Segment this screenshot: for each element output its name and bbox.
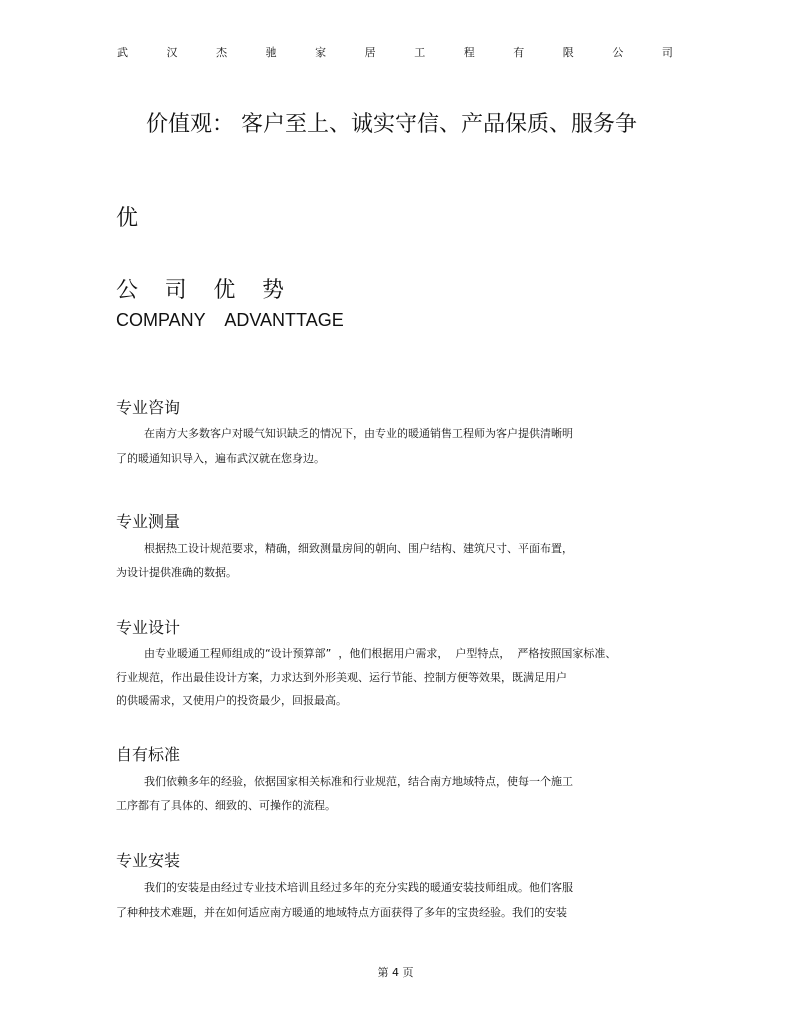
section-title-char: 司 [164, 278, 187, 303]
heading-measurement: 专业测量 [116, 512, 181, 531]
company-name-char: 杰 [216, 46, 228, 59]
company-name-char: 家 [315, 46, 327, 59]
section-title-char: 势 [261, 278, 284, 303]
company-name-char: 司 [661, 46, 673, 59]
paragraph-line: 工序都有了具体的、细致的、可操作的流程。 [116, 799, 336, 812]
paragraph-line: 在南方大多数客户对暖气知识缺乏的情况下，由专业的暖通销售工程师为客户提供清晰明 [116, 427, 573, 440]
section-title-char: 公 [116, 278, 139, 303]
heading-design: 专业设计 [116, 618, 181, 637]
paragraph-line: 了种种技术难题，并在如何适应南方暖通的地域特点方面获得了多年的宝贵经验。我们的安装 [116, 906, 567, 919]
company-name-char: 限 [562, 46, 574, 59]
heading-consulting: 专业咨询 [116, 398, 181, 417]
paragraph-line: 了的暖通知识导入，遍布武汉就在您身边。 [116, 452, 325, 465]
paragraph-line: 行业规范，作出最佳设计方案，力求达到外形美观、运行节能、控制方便等效果，既满足用户 [116, 671, 567, 684]
values-statement: 价值观： 客户至上、诚实守信、产品保质、服务争 [146, 112, 637, 137]
paragraph-line: 根据热工设计规范要求，精确，细致测量房间的朝向、围户结构、建筑尺寸、平面布置， [116, 542, 573, 555]
section-title-char: 优 [213, 278, 236, 303]
paragraph-line: 的供暖需求，又使用户的投资最少，回报最高。 [116, 694, 347, 707]
company-name-char: 武 [117, 46, 128, 59]
page-number: 第 4 页 [377, 966, 414, 979]
company-name-char: 有 [513, 46, 525, 59]
company-name-header [117, 46, 673, 60]
values-statement-continued: 优 [116, 206, 139, 231]
company-name-char: 工 [414, 46, 426, 59]
paragraph-line: 由专业暖通工程师组成的“设计预算部” ，他们根据用户需求， 户型特点， 严格按照国家标准、 [116, 647, 617, 660]
heading-installation: 专业安装 [116, 851, 181, 870]
section-title [116, 276, 284, 306]
paragraph-line: 我们的安装是由经过专业技术培训且经过多年的充分实践的暖通安装技师组成。他们客服 [116, 881, 573, 894]
paragraph-line: 我们依赖多年的经验，依据国家相关标准和行业规范，结合南方地域特点，使每一个施工 [116, 775, 573, 788]
heading-standards: 自有标准 [116, 745, 181, 764]
paragraph-line: 为设计提供准确的数据。 [116, 566, 237, 579]
company-name-char: 汉 [166, 46, 178, 59]
company-name-char: 居 [364, 46, 376, 59]
section-title-english: COMPANY ADVANTTAGE [116, 310, 344, 330]
company-name-char: 驰 [265, 46, 277, 59]
company-name-char: 公 [612, 46, 624, 59]
company-name-char: 程 [463, 46, 475, 59]
